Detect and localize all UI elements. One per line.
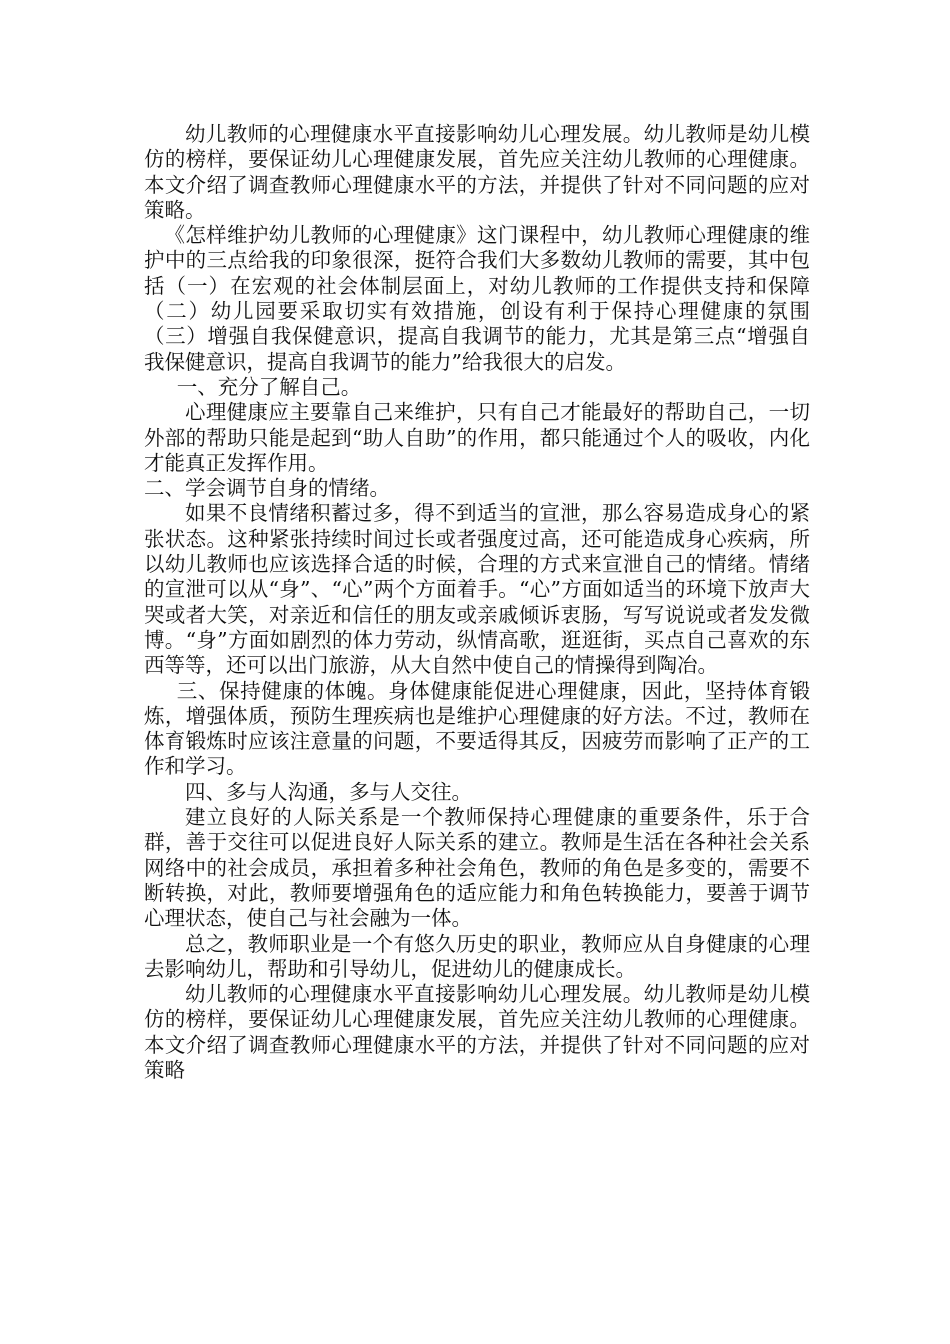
heading-communicate: 四、多与人沟通，多与人交往。 — [185, 779, 472, 804]
heading-know-yourself: 一、充分了解自己。 — [176, 374, 362, 399]
paragraph-physical-health: 三、保持健康的体魄。身体健康能促进心理健康，因此，坚持体育锻炼，增强体质，预防生理疾病也是维护心理健康的好方法。不过，教师在体育锻炼时应该注意量的问题，不要适得其反，因疲劳而影响了正产的工作和学习。 — [144, 678, 810, 779]
heading-regulate-emotions: 二、学会调节自身的情绪。 — [144, 476, 390, 501]
paragraph-conclusion: 总之，教师职业是一个有悠久历史的职业，教师应从自身健康的心理去影响幼儿，帮助和引导幼儿，促进幼儿的健康成长。 — [144, 931, 810, 981]
paragraph-self-maintenance: 心理健康应主要靠自己来维护，只有自己才能最好的帮助自己，一切外部的帮助只能是起到“助人自助”的作用，都只能通过个人的吸收，内化才能真正发挥作用。 — [144, 400, 810, 475]
paragraph-course: 《怎样维护幼儿教师的心理健康》这门课程中，幼儿教师心理健康的维护中的三点给我的印象很深，挺符合我们大多数幼儿教师的需要，其中包括（一）在宏观的社会体制层面上，对幼儿教师的工作提供支持和保障（二）幼儿园要采取切实有效措施，创设有利于保持心理健康的氛围（三）增强自我保健意识，提高自我调节的能力，尤其是第三点“增强自我保健意识，提高自我调节的能力”给我很大的启发。 — [144, 223, 810, 374]
paragraph-emotions: 如果不良情绪积蓄过多，得不到适当的宣泄，那么容易造成身心的紧张状态。这种紧张持续时间过长或者强度过高，还可能造成身心疾病，所以幼儿教师也应该选择合适的时候，合理的方式来宣泄自己的情绪。情绪的宣泄可以从“身”、“心”两个方面着手。“心”方面如适当的环境下放声大哭或者大笑，对亲近和信任的朋友或亲戚倾诉衷肠，写写说说或者发发微博。“身”方面如剧烈的体力劳动，纵情高歌，逛逛街，买点自己喜欢的东西等等，还可以出门旅游，从大自然中使自己的情操得到陶冶。 — [144, 501, 810, 678]
paragraph-relationships: 建立良好的人际关系是一个教师保持心理健康的重要条件，乐于合群，善于交往可以促进良好人际关系的建立。教师是生活在各种社会关系网络中的社会成员，承担着多种社会角色，教师的角色是多变的，需要不断转换，对此，教师要增强角色的适应能力和角色转换能力，要善于调节心理状态，使自己与社会融为一体。 — [144, 805, 810, 931]
paragraph-intro: 幼儿教师的心理健康水平直接影响幼儿心理发展。幼儿教师是幼儿模仿的榜样，要保证幼儿心理健康发展，首先应关注幼儿教师的心理健康。本文介绍了调查教师心理健康水平的方法，并提供了针对不同问题的应对策略。 — [144, 122, 810, 222]
document-body — [144, 122, 810, 1083]
paragraph-intro-repeat: 幼儿教师的心理健康水平直接影响幼儿心理发展。幼儿教师是幼儿模仿的榜样，要保证幼儿心理健康发展，首先应关注幼儿教师的心理健康。本文介绍了调查教师心理健康水平的方法，并提供了针对不同问题的应对策略 — [144, 982, 810, 1082]
